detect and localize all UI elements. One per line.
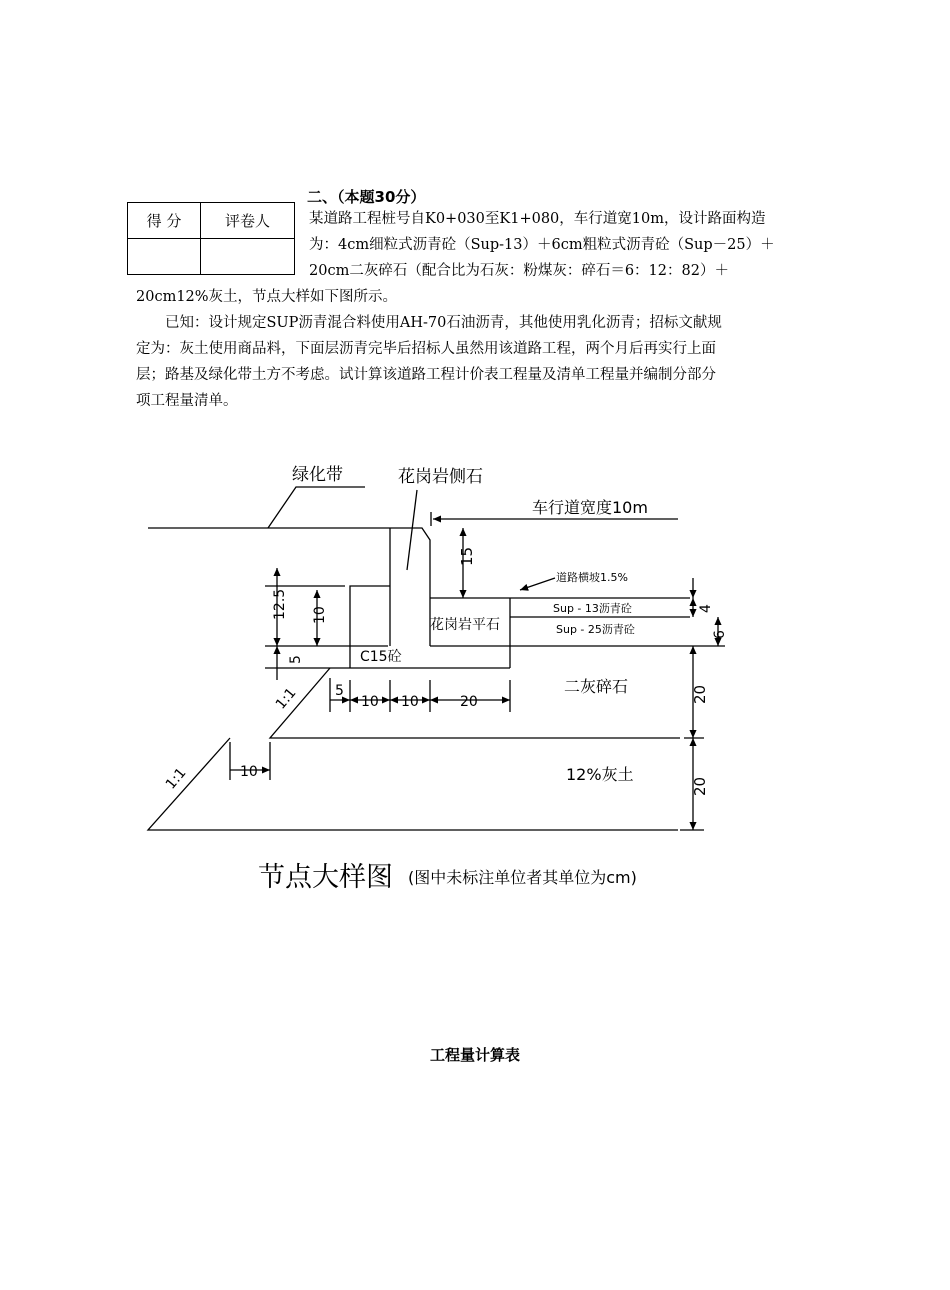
dim-15: 15: [458, 546, 476, 566]
slope-arrow: [520, 578, 555, 590]
node-detail-diagram: [0, 440, 950, 910]
curb-leader: [407, 490, 417, 570]
green-belt-leader: [268, 487, 365, 528]
c15-label: C15砼: [360, 649, 402, 665]
question-line: 20cm12%灰土，节点大样如下图所示。: [136, 289, 398, 305]
dim-20a: 20: [691, 684, 709, 704]
lane-width-label: 车行道宽度10m: [532, 498, 648, 517]
reviewer-label: 评卷人: [201, 203, 295, 239]
lime-fly-ash-label: 二灰碎石: [564, 677, 629, 696]
dim-20b: 20: [691, 776, 709, 796]
caption-note: (图中未标注单位者其单位为cm): [408, 868, 637, 887]
score-cell: [128, 239, 201, 275]
dim-10v: 10: [312, 606, 328, 624]
green-belt-label: 绿化带: [292, 465, 343, 485]
question-line: 某道路工程桩号自K0+030至K1+080，车行道宽10m，设计路面构造: [309, 211, 766, 227]
score-label: 得 分: [128, 203, 201, 239]
dim-h10b: 10: [401, 694, 419, 710]
lime-soil-layer: [148, 738, 678, 830]
curb-label: 花岗岩侧石: [398, 467, 483, 487]
dim-6: 6: [712, 630, 728, 639]
lime-soil-label: 12%灰土: [566, 765, 634, 784]
question-line: 已知：设计规定SUP沥青混合料使用AH-70石油沥青，其他使用乳化沥青；招标文献规: [136, 315, 722, 331]
dim-h10c: 10: [240, 764, 258, 780]
dim-h10a: 10: [361, 694, 379, 710]
caption-main: 节点大样图: [258, 862, 393, 893]
reviewer-cell: [201, 239, 295, 275]
dim-h5: 5: [335, 683, 344, 699]
question-heading: 二、（本题30分）: [307, 188, 426, 206]
table-title: 工程量计算表: [429, 1046, 520, 1064]
dim-12-5: 12.5: [272, 588, 288, 620]
slope-lower: 1:1: [162, 765, 190, 793]
question-line: 项工程量清单。: [136, 393, 238, 409]
sup25-label: Sup - 25沥青砼: [556, 623, 635, 636]
question-line: 层；路基及绿化带土方不考虑。试计算该道路工程计价表工程量及清单工程量并编制分部分: [136, 367, 716, 383]
cross-slope-label: 道路横坡1.5%: [556, 571, 628, 584]
dim-5v: 5: [288, 655, 304, 664]
question-line: 定为：灰土使用商品料，下面层沥青完毕后招标人虽然用该道路工程，两个月后再实行上面: [136, 341, 716, 357]
slope-upper: 1:1: [272, 685, 300, 713]
dim-4: 4: [698, 604, 714, 613]
question-line: 为：4cm细粒式沥青砼（Sup-13）＋6cm粗粒式沥青砼（Sup－25）＋: [309, 237, 775, 253]
flat-stone-label: 花岗岩平石: [430, 617, 500, 633]
score-table: [127, 202, 295, 275]
question-line: 20cm二灰碎石（配合比为石灰：粉煤灰：碎石＝6：12：82）＋: [309, 263, 729, 279]
dim-h20: 20: [460, 694, 478, 710]
sup13-label: Sup - 13沥青砼: [553, 602, 632, 615]
